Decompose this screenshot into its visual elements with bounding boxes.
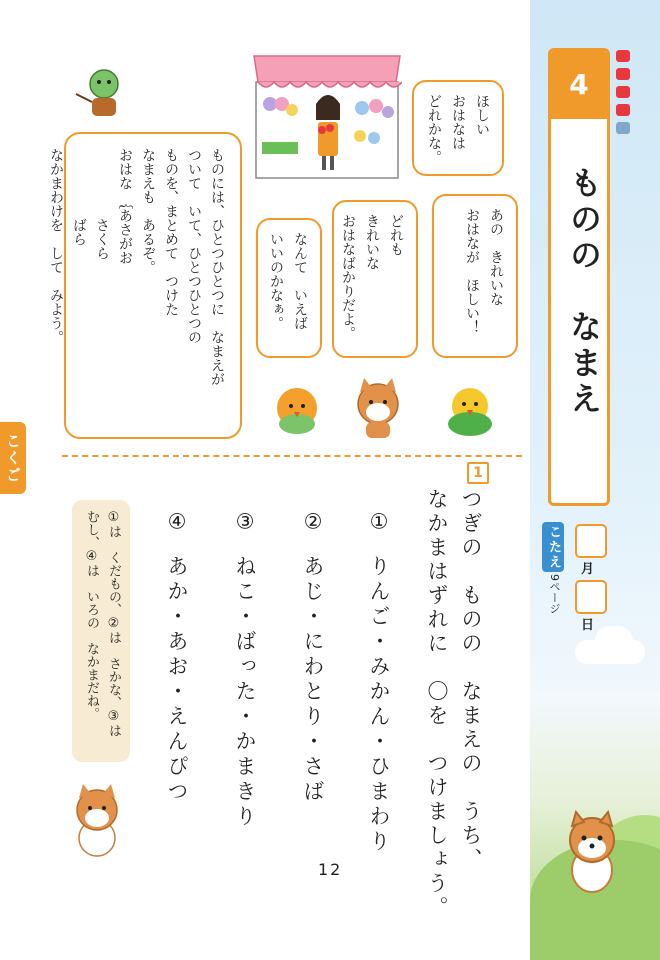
question-number: 1 bbox=[467, 462, 489, 484]
item-number: ④ bbox=[165, 509, 189, 538]
answer-item-4[interactable] bbox=[162, 488, 216, 818]
section-divider bbox=[62, 455, 522, 457]
tab-marker bbox=[616, 50, 630, 62]
answer-item-3[interactable] bbox=[230, 488, 284, 831]
day-input-box[interactable] bbox=[575, 580, 607, 614]
turtle-teacher-illustration bbox=[74, 64, 134, 124]
lesson-number: 4 bbox=[551, 51, 607, 119]
dog-mascot-illustration bbox=[62, 780, 132, 860]
bird-left-speech-text: なんて いえば いいのかなぁ。 bbox=[268, 232, 308, 330]
item-text: りんご・みかん・ひまわり bbox=[367, 555, 391, 856]
item-number: ② bbox=[301, 509, 325, 538]
answer-item-1[interactable] bbox=[364, 488, 418, 856]
item-text: あか・あお・えんぴつ bbox=[165, 555, 189, 806]
answer-page: 9ページ bbox=[548, 574, 561, 614]
page-number: 12 bbox=[318, 860, 343, 879]
bird-left-speech-bubble bbox=[256, 218, 322, 358]
month-input-box[interactable] bbox=[575, 524, 607, 558]
shopkeeper-speech-text: ほしい おはなは どれかな。 bbox=[426, 94, 490, 164]
flower-shop-illustration bbox=[252, 52, 402, 180]
tab-marker bbox=[616, 86, 630, 98]
tab-marker bbox=[616, 104, 630, 116]
bird-right-speech-text: あの きれいな おはなが ほしい！ bbox=[464, 208, 504, 334]
tab-marker bbox=[616, 68, 630, 80]
subject-tab-kokugo[interactable]: こくご bbox=[0, 422, 26, 494]
teacher-explanation-text: ものには、ひとつひとつに なまえが ついて いて、ひとつひとつの ものを、まとめて つけた なまえも あるぞ。 おはな ｛あさがお さくら ばら なかまわけを して みよう。 bbox=[48, 148, 225, 386]
item-number: ① bbox=[367, 509, 391, 538]
item-number: ③ bbox=[233, 509, 257, 538]
month-label: 月 bbox=[581, 562, 595, 577]
lesson-header bbox=[548, 48, 610, 506]
shopkeeper-speech-bubble bbox=[412, 80, 504, 176]
question-text: つぎの ものの なまえの うち、 なかまはずれに 〇を つけましょう。 bbox=[425, 488, 483, 920]
dog-speech-text: どれも きれいな おはなばかりだよ。 bbox=[340, 214, 404, 340]
shiba-dog-illustration bbox=[352, 376, 404, 440]
answer-item-2[interactable] bbox=[298, 488, 352, 818]
answer-tag: こたえ bbox=[542, 522, 564, 572]
item-text: ねこ・ばった・かまきり bbox=[233, 555, 257, 831]
dog-illustration bbox=[552, 808, 632, 898]
day-label: 日 bbox=[581, 618, 595, 633]
parrot-illustration bbox=[440, 380, 500, 440]
teacher-speech-bubble bbox=[48, 132, 242, 439]
orange-bird-illustration bbox=[270, 380, 324, 440]
lesson-title: ものの なまえ bbox=[565, 166, 603, 418]
tab-marker bbox=[616, 122, 630, 134]
bird-right-speech-bubble bbox=[432, 194, 518, 358]
dog-speech-bubble bbox=[332, 200, 418, 358]
item-text: あじ・にわとり・さば bbox=[301, 555, 325, 806]
cloud bbox=[595, 626, 633, 656]
hint-note: ①は くだもの、②は さかな、③は むし、④は いろの なかまだね。 bbox=[72, 500, 130, 762]
